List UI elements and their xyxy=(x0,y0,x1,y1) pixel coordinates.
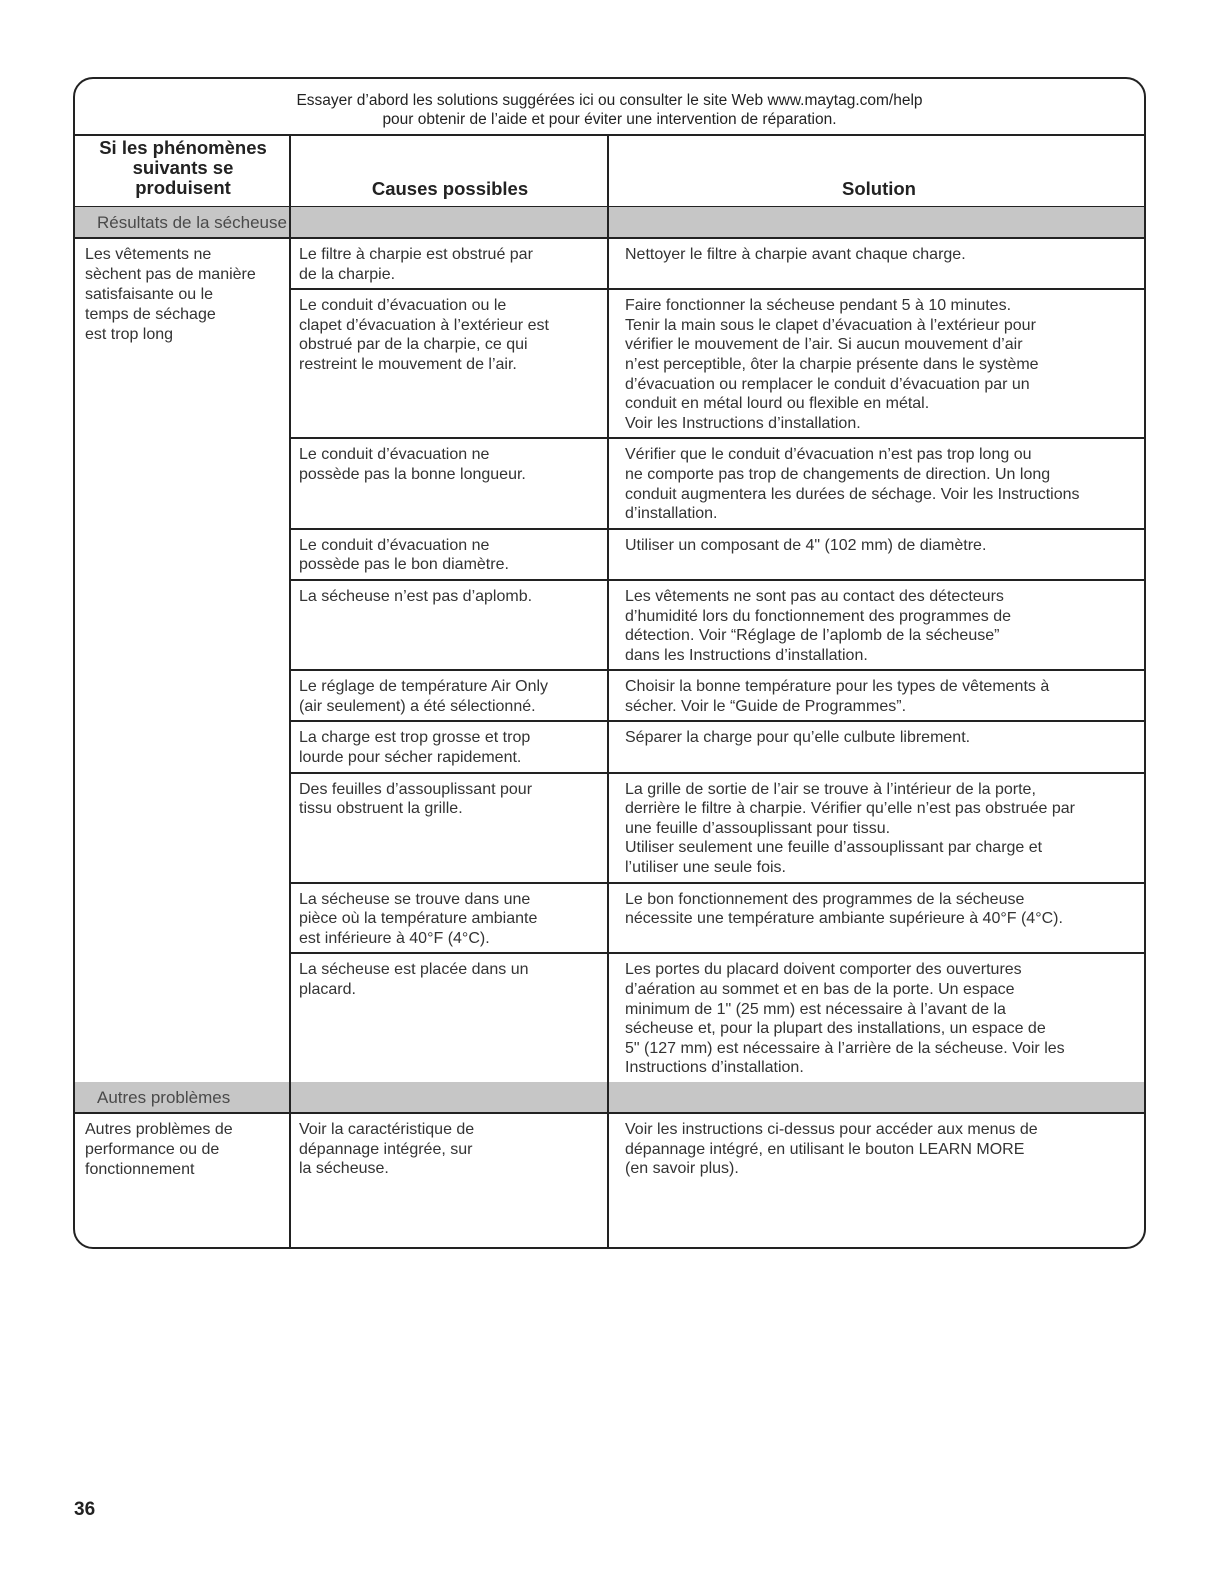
cause-line: (air seulement) a été sélectionné. xyxy=(299,697,536,715)
solution-line: Faire fonctionner la sécheuse pendant 5 à 10 minutes. xyxy=(625,297,1012,315)
solution-cell xyxy=(609,439,1144,527)
solution-cell xyxy=(609,581,1144,669)
table-row xyxy=(291,669,1144,720)
solution-line: Les portes du placard doivent comporter des ouvertures xyxy=(625,961,1022,979)
phenomenon-line: temps de séchage xyxy=(85,306,216,323)
header-phenomena-line: Si les phénomènes xyxy=(99,137,267,158)
solution-cell xyxy=(609,239,1144,288)
intro-text xyxy=(75,79,1144,136)
solution-line: une feuille d’assouplissant pour tissu. xyxy=(625,819,891,837)
solution-cell xyxy=(609,954,1144,1082)
solution-cell xyxy=(609,671,1144,720)
solution-line: Nettoyer le filtre à charpie avant chaque charge. xyxy=(625,246,966,263)
cause-line: La sécheuse est placée dans un xyxy=(299,961,529,979)
cause-line: dépannage intégrée, sur xyxy=(299,1140,473,1158)
header-phenomena xyxy=(83,138,283,198)
solution-cell xyxy=(609,530,1144,579)
solution-line: d’humidité lors du fonctionnement des programmes de xyxy=(625,607,1011,625)
solution-line: Voir les instructions ci-dessus pour accéder aux menus de xyxy=(625,1120,1038,1138)
header-phenomena-line: produisent xyxy=(135,177,231,198)
solution-line: Voir les Instructions d’installation. xyxy=(625,414,861,432)
cause-cell xyxy=(291,954,609,1082)
cause-line: de la charpie. xyxy=(299,265,396,283)
cause-cell xyxy=(291,239,609,288)
table-row xyxy=(291,288,1144,437)
solution-line: conduit augmentera les durées de séchage. Voir les Instructions xyxy=(625,485,1080,503)
cause-line: Des feuilles d’assouplissant pour xyxy=(299,780,533,798)
table-row xyxy=(291,882,1144,953)
table-header xyxy=(75,136,1144,207)
solution-line: derrière le filtre à charpie. Vérifier qu’elle n’est pas obstruée par xyxy=(625,800,1076,818)
section-header: Résultats de la sécheuse xyxy=(75,207,1144,239)
phenomenon xyxy=(85,1120,285,1180)
solution-line: conduit en métal lourd ou flexible en métal. xyxy=(625,395,930,413)
cause-line: obstrué par de la charpie, ce qui xyxy=(299,336,528,354)
solution-line: Le bon fonctionnement des programmes de la sécheuse xyxy=(625,890,1025,908)
cause-line: possède pas le bon diamètre. xyxy=(299,556,509,574)
cause-cell xyxy=(291,439,609,527)
cause-line: La sécheuse se trouve dans une xyxy=(299,890,531,908)
phenomenon-line: est trop long xyxy=(85,326,174,343)
cause-line: tissu obstruent la grille. xyxy=(299,800,463,818)
solution-line: minimum de 1" (25 mm) est nécessaire à l’avant de la xyxy=(625,1000,1006,1018)
phenomenon xyxy=(85,245,285,345)
section-header: Autres problèmes xyxy=(75,1082,1144,1114)
solution-line: détection. Voir “Réglage de l’aplomb de la sécheuse” xyxy=(625,627,1000,645)
solution-line: Instructions d’installation. xyxy=(625,1059,804,1077)
cause-line: Voir la caractéristique de xyxy=(299,1120,475,1138)
cause-cell xyxy=(291,581,609,669)
intro-line-2: pour obtenir de l’aide et pour éviter une intervention de réparation. xyxy=(382,111,837,128)
troubleshooting-table xyxy=(73,77,1146,1249)
solution-line: Utiliser un composant de 4" (102 mm) de diamètre. xyxy=(625,536,987,554)
cause-line: possède pas la bonne longueur. xyxy=(299,465,526,483)
solution-cell xyxy=(609,774,1144,882)
solution-line: l’utiliser une seule fois. xyxy=(625,859,786,877)
table-row xyxy=(291,437,1144,527)
table-row xyxy=(291,772,1144,882)
cause-line: est inférieure à 40°F (4°C). xyxy=(299,929,490,947)
solution-line: Vérifier que le conduit d’évacuation n’est pas trop long ou xyxy=(625,446,1032,464)
section-block xyxy=(75,239,1144,1082)
solution-line: ne comporte pas trop de changements de direction. Un long xyxy=(625,465,1051,483)
phenomenon-line: Les vêtements ne xyxy=(85,246,212,263)
solution-line: n’est perceptible, ôter la charpie présente dans le système xyxy=(625,355,1039,373)
table-row xyxy=(291,239,1144,288)
cause-cell xyxy=(291,671,609,720)
solution-line: (en savoir plus). xyxy=(625,1160,739,1178)
solution-line: Les vêtements ne sont pas au contact des détecteurs xyxy=(625,587,1004,605)
header-phenomena-line: suivants se xyxy=(132,157,234,178)
cause-line: Le filtre à charpie est obstrué par xyxy=(299,246,533,263)
solution-line: nécessite une température ambiante supérieure à 40°F (4°C). xyxy=(625,910,1063,928)
cause-cell xyxy=(291,290,609,437)
solution-line: sécher. Voir le “Guide de Programmes”. xyxy=(625,697,907,715)
cause-line: lourde pour sécher rapidement. xyxy=(299,749,522,767)
phenomenon-line: Autres problèmes de xyxy=(85,1120,233,1138)
table-body xyxy=(75,207,1144,1183)
solution-line: La grille de sortie de l’air se trouve à l’intérieur de la porte, xyxy=(625,780,1036,798)
solution-line: dépannage intégré, en utilisant le bouton LEARN MORE xyxy=(625,1140,1025,1158)
table-row xyxy=(291,528,1144,579)
phenomenon-line: sèchent pas de manière xyxy=(85,266,256,283)
solution-line: Utiliser seulement une feuille d’assouplissant par charge et xyxy=(625,839,1043,857)
header-causes: Causes possibles xyxy=(371,178,529,199)
cause-line: Le conduit d’évacuation ne xyxy=(299,446,490,464)
solution-line: 5" (127 mm) est nécessaire à l’arrière de la sécheuse. Voir les xyxy=(625,1039,1065,1057)
phenomenon-line: performance ou de xyxy=(85,1140,220,1158)
table-row xyxy=(291,579,1144,669)
solution-cell xyxy=(609,290,1144,437)
cause-line: Le conduit d’évacuation ne xyxy=(299,536,490,554)
cause-cell xyxy=(291,774,609,882)
solution-line: sécheuse et, pour la plupart des installations, un espace de xyxy=(625,1020,1046,1038)
cause-line: clapet d’évacuation à l’extérieur est xyxy=(299,316,549,334)
cause-line: la sécheuse. xyxy=(299,1160,389,1178)
cause-line: La charge est trop grosse et trop xyxy=(299,729,531,747)
cause-line: Le réglage de température Air Only xyxy=(299,678,549,696)
solution-line: Séparer la charge pour qu’elle culbute librement. xyxy=(625,729,971,747)
table-row xyxy=(291,1114,1144,1183)
solution-line: d’évacuation ou remplacer le conduit d’évacuation par un xyxy=(625,375,1030,393)
phenomenon-line: fonctionnement xyxy=(85,1160,195,1178)
table-row xyxy=(291,952,1144,1082)
header-solution: Solution xyxy=(842,178,916,199)
cause-cell xyxy=(291,530,609,579)
solution-line: Choisir la bonne température pour les types de vêtements à xyxy=(625,678,1050,696)
column-divider xyxy=(607,136,609,1249)
solution-line: dans les Instructions d’installation. xyxy=(625,646,868,664)
cause-cell xyxy=(291,722,609,771)
column-divider xyxy=(289,136,291,1249)
solution-cell xyxy=(609,1114,1144,1183)
section-block xyxy=(75,1114,1144,1183)
cause-line: placard. xyxy=(299,981,356,998)
cause-line: Le conduit d’évacuation ou le xyxy=(299,297,507,315)
cause-cell xyxy=(291,1114,609,1183)
cause-line: La sécheuse n’est pas d’aplomb. xyxy=(299,587,533,605)
cause-cell xyxy=(291,884,609,953)
solution-cell xyxy=(609,884,1144,953)
solution-line: vérifier le mouvement de l’air. Si aucun mouvement d’air xyxy=(625,336,1023,354)
phenomenon-line: satisfaisante ou le xyxy=(85,286,214,303)
intro-line-1: Essayer d’abord les solutions suggérées ici ou consulter le site Web www.maytag.com/help xyxy=(296,92,923,109)
solution-line: d’installation. xyxy=(625,505,718,523)
solution-line: d’aération au sommet et en bas de la porte. Un espace xyxy=(625,981,1015,998)
table-row xyxy=(291,720,1144,771)
solution-line: Tenir la main sous le clapet d’évacuation à l’extérieur pour xyxy=(625,316,1036,334)
page-number: 36 xyxy=(74,1499,96,1520)
cause-line: restreint le mouvement de l’air. xyxy=(299,355,517,373)
solution-cell xyxy=(609,722,1144,771)
cause-line: pièce où la température ambiante xyxy=(299,910,538,928)
